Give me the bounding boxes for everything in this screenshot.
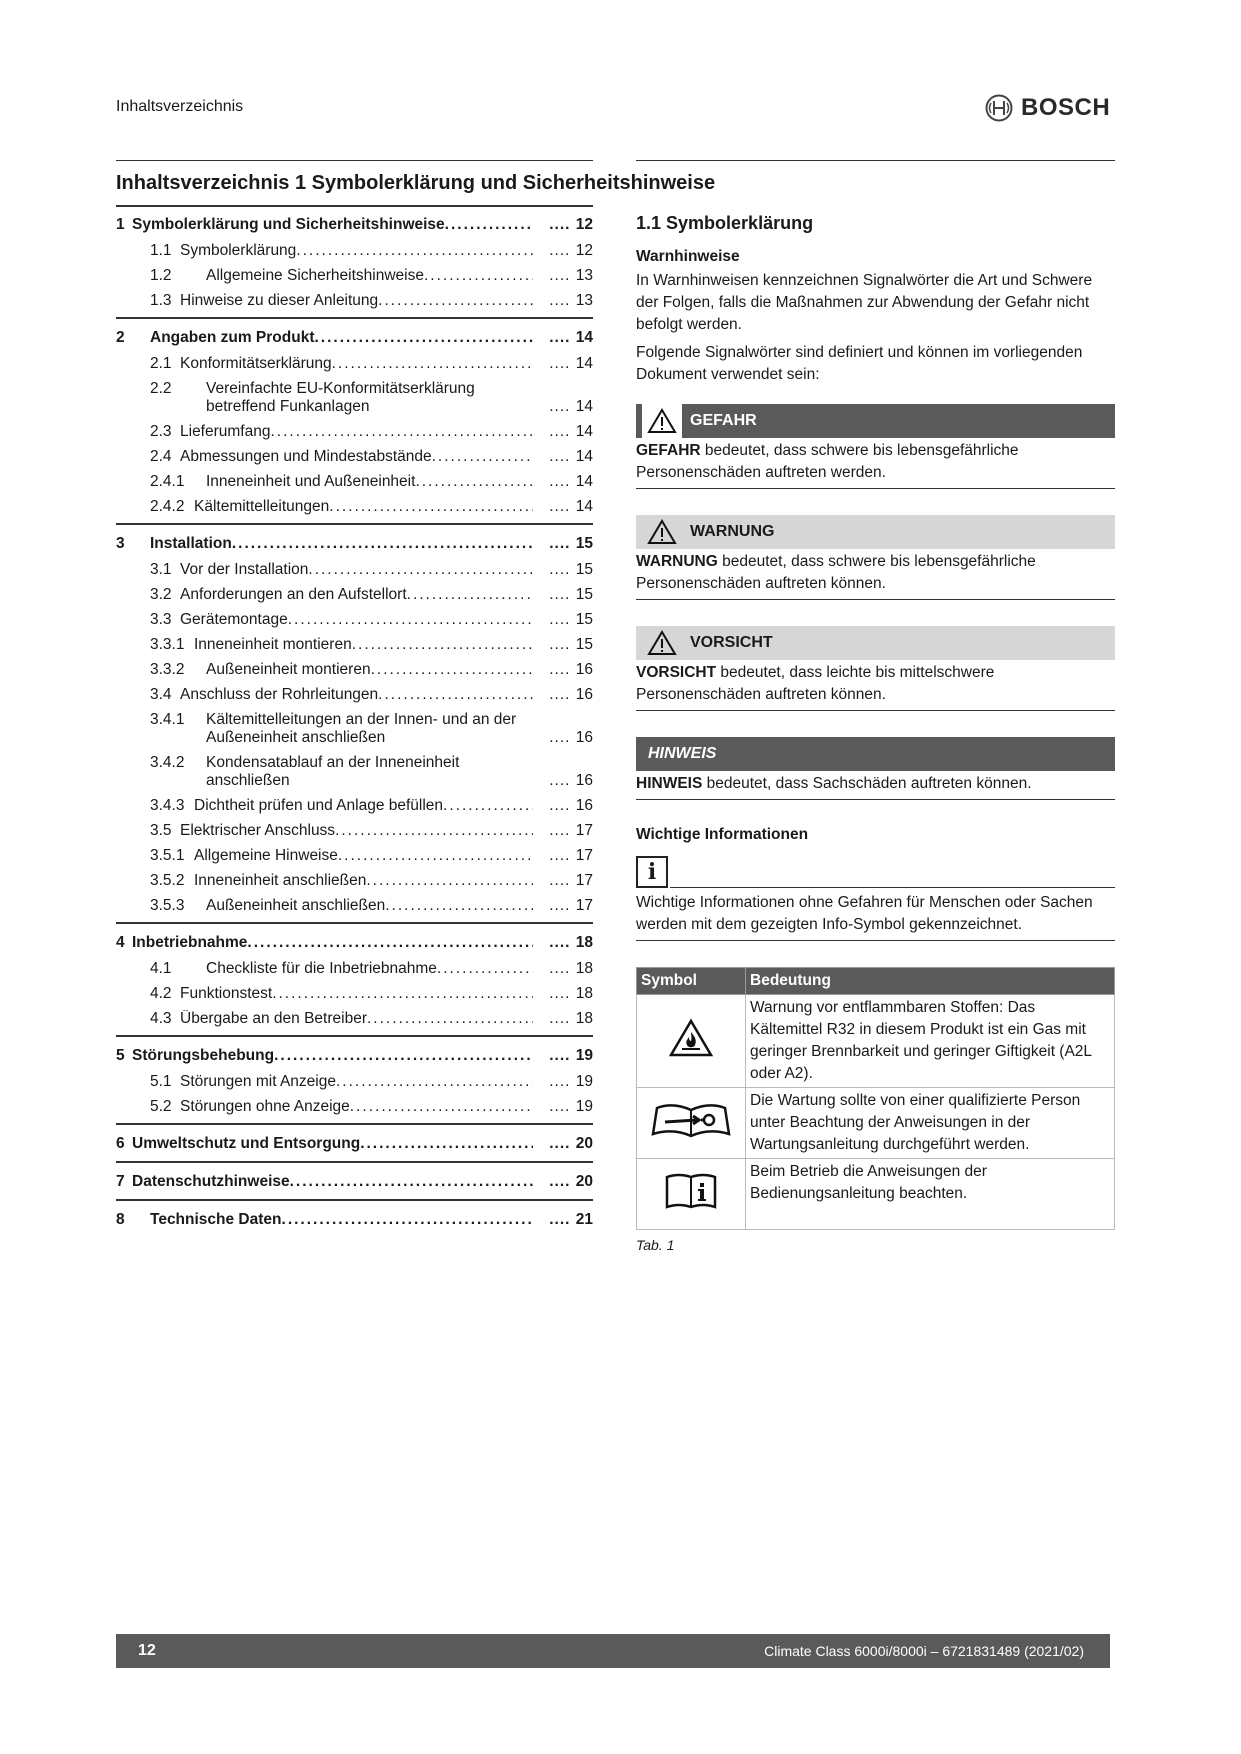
- toc-entry-number: 2.4: [150, 448, 172, 465]
- toc-entry-number: 3.4.1: [150, 711, 185, 728]
- toc-entry-number: 4.3: [150, 1010, 172, 1027]
- table-caption: Tab. 1: [636, 1237, 675, 1253]
- toc-entry-number: 2: [116, 329, 125, 346]
- toc-entry-title: Störungen ohne Anzeige: [180, 1098, 350, 1115]
- toc-entry-title: Allgemeine Hinweise: [194, 847, 338, 864]
- toc-entry-number: 6: [116, 1135, 125, 1152]
- toc-entry-page: .... 19: [533, 1047, 593, 1065]
- table-cell-meaning: Beim Betrieb die Anweisungen der Bedienungsanleitung beachten.: [746, 1159, 1115, 1230]
- toc-entry-page: .... 19: [533, 1098, 593, 1116]
- toc-entry-title: Anforderungen an den Aufstellort: [180, 586, 407, 603]
- toc-entry[interactable]: [116, 216, 593, 234]
- toc-entry-page: .... 16: [533, 661, 593, 679]
- toc-entry-title: Konformitätserklärung: [180, 355, 332, 372]
- toc-entry-page: .... 13: [533, 292, 593, 310]
- toc-entry[interactable]: [116, 1010, 593, 1028]
- warnings-heading: Warnhinweise: [636, 248, 740, 265]
- toc-entry-page: .... 16: [533, 772, 593, 790]
- toc-entry[interactable]: [116, 292, 593, 310]
- toc-entry-number: 3.3.2: [150, 661, 185, 678]
- toc-entry[interactable]: [116, 535, 593, 553]
- toc-entry-title: Kondensatablauf an der Inneneinheit anschließen: [206, 754, 460, 789]
- symbol-table: [636, 967, 1115, 1230]
- toc-entry-number: 5.2: [150, 1098, 172, 1115]
- toc-entry-title: Hinweise zu dieser Anleitung: [180, 292, 379, 309]
- warning-triangle-icon: [642, 630, 682, 656]
- toc-entry[interactable]: [116, 661, 593, 679]
- toc-entry-page: .... 15: [533, 586, 593, 604]
- toc-entry-title: Datenschutzhinweise: [132, 1173, 290, 1190]
- toc-entry-page: .... 14: [533, 355, 593, 373]
- warning-text: bedeutet, dass schwere bis lebensgefährliche Personenschäden auftreten können.: [636, 553, 1036, 592]
- toc-entry-page: .... 13: [533, 267, 593, 285]
- toc-entry-number: 5: [116, 1047, 125, 1064]
- toc-entry-number: 1: [116, 216, 125, 233]
- toc-entry-title: Vor der Installation: [180, 561, 309, 578]
- toc-entry-page: .... 16: [533, 729, 593, 747]
- toc-entry-page: .... 21: [533, 1211, 593, 1229]
- toc-entry-number: 2.1: [150, 355, 172, 372]
- symbol-explanation-section: [636, 212, 1115, 1256]
- danger-text: bedeutet, dass schwere bis lebensgefährliche Personenschäden auftreten werden.: [636, 442, 1019, 481]
- info-symbol-row: [636, 856, 1115, 888]
- toc-entry[interactable]: [116, 711, 593, 747]
- toc-entry-title: Außeneinheit anschließen: [206, 897, 386, 914]
- toc-entry-number: 3.4.2: [150, 754, 185, 771]
- toc-entry-number: 2.4.2: [150, 498, 185, 515]
- warning-notice: [636, 515, 1115, 600]
- toc-entry-page: .... 15: [533, 561, 593, 579]
- caution-notice: [636, 626, 1115, 711]
- warning-triangle-icon: [642, 404, 682, 438]
- toc-entry-page: .... 18: [533, 1010, 593, 1028]
- toc-entry-title: Inbetriebnahme: [132, 934, 248, 951]
- toc-entry-title: Allgemeine Sicherheitshinweise: [206, 267, 424, 284]
- toc-entry[interactable]: [116, 822, 593, 840]
- toc-entry[interactable]: [116, 934, 593, 952]
- toc-entry-page: .... 14: [533, 398, 593, 416]
- toc-entry[interactable]: [116, 498, 593, 516]
- toc-entry[interactable]: [116, 1135, 593, 1153]
- toc-entry-page: .... 14: [533, 448, 593, 466]
- page-number: 12: [138, 1642, 156, 1659]
- toc-entry-title: Inneneinheit und Außeneinheit: [206, 473, 416, 490]
- warning-word: WARNUNG: [636, 553, 718, 570]
- toc-entry[interactable]: [116, 960, 593, 978]
- toc-entry[interactable]: [116, 897, 593, 915]
- table-row: [637, 1159, 1115, 1230]
- toc-entry[interactable]: [116, 1173, 593, 1191]
- toc-entry-page: .... 15: [533, 535, 593, 553]
- toc-entry[interactable]: [116, 329, 593, 347]
- toc-entry[interactable]: [116, 586, 593, 604]
- toc-entry-page: .... 14: [533, 473, 593, 491]
- notice-bar: HINWEIS: [636, 737, 1115, 771]
- toc-entry-title: Kältemittelleitungen: [194, 498, 330, 515]
- toc-entry-title: Checkliste für die Inbetriebnahme: [206, 960, 437, 977]
- toc-entry-page: .... 17: [533, 822, 593, 840]
- toc-entry-title: Installation: [150, 535, 232, 552]
- toc-entry-number: 3.5.2: [150, 872, 185, 889]
- warning-text-block: [636, 549, 1115, 600]
- warning-triangle-icon: [642, 519, 682, 545]
- toc-entry-page: .... 18: [533, 960, 593, 978]
- toc-entry[interactable]: [116, 847, 593, 865]
- brand-wordmark: BOSCH: [1021, 94, 1111, 121]
- caution-bar: [636, 626, 1115, 660]
- toc-entry-title: Außeneinheit montieren: [206, 661, 371, 678]
- service-manual-icon: [637, 1088, 746, 1159]
- brand-logo: [985, 94, 1110, 122]
- toc-entry-page: .... 14: [533, 329, 593, 347]
- toc-entry-number: 3.3: [150, 611, 172, 628]
- toc-entry[interactable]: [116, 985, 593, 1003]
- warning-label: WARNUNG: [690, 523, 775, 540]
- toc-entry-number: 4.1: [150, 960, 172, 977]
- toc-entry[interactable]: [116, 448, 593, 466]
- danger-text-block: [636, 438, 1115, 489]
- table-of-contents: [116, 216, 593, 1237]
- toc-entry-title: Gerätemontage: [180, 611, 288, 628]
- toc-entry-number: 1.2: [150, 267, 172, 284]
- toc-entry-page: .... 20: [533, 1173, 593, 1191]
- toc-entry-number: 2.3: [150, 423, 172, 440]
- toc-entry[interactable]: [116, 611, 593, 629]
- toc-entry-page: .... 15: [533, 636, 593, 654]
- caution-text: bedeutet, dass leichte bis mittelschwere Personenschäden auftreten können.: [636, 664, 995, 703]
- page-title: Inhaltsverzeichnis 1 Symbolerklärung und Sicherheitshinweise: [116, 172, 716, 194]
- notice-word: HINWEIS: [636, 775, 703, 792]
- toc-entry[interactable]: [116, 473, 593, 491]
- danger-notice: [636, 404, 1115, 489]
- toc-entry-number: 3.5: [150, 822, 172, 839]
- toc-entry[interactable]: [116, 1211, 593, 1229]
- toc-entry[interactable]: [116, 355, 593, 373]
- toc-entry-page: .... 17: [533, 897, 593, 915]
- toc-entry[interactable]: [116, 872, 593, 890]
- toc-entry-title: Technische Daten: [150, 1211, 282, 1228]
- important-info-heading: Wichtige Informationen: [636, 826, 809, 843]
- caution-label: VORSICHT: [690, 634, 773, 651]
- table-row: [637, 995, 1115, 1088]
- toc-entry-title: Umweltschutz und Entsorgung: [132, 1135, 361, 1152]
- warnings-paragraph-2: Folgende Signalwörter sind definiert und können im vorliegenden Dokument verwendet sein:: [636, 344, 1083, 383]
- toc-entry-number: 4.2: [150, 985, 172, 1002]
- toc-entry-page: .... 16: [533, 686, 593, 704]
- danger-word: GEFAHR: [636, 442, 701, 459]
- toc-entry-number: 1.3: [150, 292, 172, 309]
- toc-entry-page: .... 19: [533, 1073, 593, 1091]
- toc-entry[interactable]: [116, 636, 593, 654]
- toc-entry-title: Abmessungen und Mindestabstände: [180, 448, 432, 465]
- toc-entry-number: 3.2: [150, 586, 172, 603]
- toc-entry-page: .... 20: [533, 1135, 593, 1153]
- toc-entry-page: .... 17: [533, 847, 593, 865]
- toc-entry[interactable]: [116, 1098, 593, 1116]
- toc-entry-title: Funktionstest: [180, 985, 273, 1002]
- toc-entry[interactable]: [116, 242, 593, 260]
- notice-text-block: [636, 771, 1115, 800]
- toc-separator: [116, 1161, 593, 1163]
- toc-entry-number: 3.3.1: [150, 636, 185, 653]
- toc-entry-number: 3.4.3: [150, 797, 185, 814]
- notice-box: [636, 737, 1115, 800]
- table-cell-meaning: Die Wartung sollte von einer qualifizierte Person unter Beachtung der Anweisungen in der Wartungsanleitung durchgeführt werden.: [746, 1088, 1115, 1159]
- table-header-symbol: Symbol: [637, 968, 746, 995]
- toc-entry-page: .... 12: [533, 242, 593, 260]
- toc-entry-page: .... 18: [533, 934, 593, 952]
- toc-entry[interactable]: [116, 1047, 593, 1065]
- section-heading: 1.1 Symbolerklärung: [636, 213, 814, 233]
- info-icon: i: [636, 856, 668, 888]
- toc-entry-title: Störungsbehebung: [132, 1047, 275, 1064]
- document-reference: Climate Class 6000i/8000i – 6721831489 (2021/02): [764, 1643, 1084, 1659]
- toc-entry-number: 3: [116, 535, 125, 552]
- toc-separator: [116, 1035, 593, 1037]
- toc-entry-title: Übergabe an den Betreiber: [180, 1010, 367, 1027]
- toc-entry-title: Lieferumfang: [180, 423, 271, 440]
- toc-entry-number: 4: [116, 934, 125, 951]
- table-row: [637, 1088, 1115, 1159]
- toc-entry-number: 3.1: [150, 561, 172, 578]
- toc-entry-page: .... 14: [533, 498, 593, 516]
- toc-entry-page: .... 18: [533, 985, 593, 1003]
- toc-entry-title: Dichtheit prüfen und Anlage befüllen: [194, 797, 444, 814]
- toc-entry-title: Anschluss der Rohrleitungen: [180, 686, 379, 703]
- page-footer: [116, 1634, 1110, 1668]
- toc-entry-number: 3.4: [150, 686, 172, 703]
- danger-label: GEFAHR: [690, 412, 757, 429]
- toc-entry-title: Angaben zum Produkt: [150, 329, 315, 346]
- toc-entry-page: .... 15: [533, 611, 593, 629]
- toc-entry[interactable]: [116, 1073, 593, 1091]
- toc-entry-number: 7: [116, 1173, 125, 1190]
- toc-entry-page: .... 12: [533, 216, 593, 234]
- toc-entry-title: Inneneinheit anschließen: [194, 872, 367, 889]
- toc-separator: [116, 922, 593, 924]
- toc-separator: [116, 1199, 593, 1201]
- table-cell-meaning: Warnung vor entflammbaren Stoffen: Das Kältemittel R32 in diesem Produkt ist ein Gas mit geringer Brennbarkeit und geringer Giftigkeit (A2L oder A2).: [746, 995, 1115, 1088]
- toc-entry[interactable]: [116, 423, 593, 441]
- toc-entry-title: Störungen mit Anzeige: [180, 1073, 336, 1090]
- caution-word: VORSICHT: [636, 664, 717, 681]
- toc-entry[interactable]: [116, 380, 593, 416]
- toc-separator: [116, 523, 593, 525]
- toc-entry-number: 2.2: [150, 380, 172, 397]
- flammable-warning-icon: [637, 995, 746, 1088]
- toc-entry[interactable]: [116, 754, 593, 790]
- caution-text-block: [636, 660, 1115, 711]
- toc-entry-title: Kältemittelleitungen an der Innen- und an der Außeneinheit anschließen: [206, 711, 517, 746]
- toc-entry-title: Vereinfachte EU-Konformitätserklärung betreffend Funkanlagen: [206, 380, 475, 415]
- toc-entry-number: 8: [116, 1211, 125, 1228]
- toc-entry-number: 1.1: [150, 242, 172, 259]
- running-header: Inhaltsverzeichnis: [116, 98, 244, 115]
- toc-separator: [116, 317, 593, 319]
- danger-bar: [636, 404, 1115, 438]
- toc-entry-page: .... 16: [533, 797, 593, 815]
- toc-entry-title: Inneneinheit montieren: [194, 636, 352, 653]
- important-info-text: Wichtige Informationen ohne Gefahren für Menschen oder Sachen werden mit dem gezeigten Info-Symbol gekennzeichnet.: [636, 888, 1115, 941]
- warnings-paragraph-1: In Warnhinweisen kennzeichnen Signalwörter die Art und Schwere der Folgen, falls die Maßnahmen zur Abwendung der Gefahr nicht befolgt werden.: [636, 272, 1093, 333]
- toc-entry[interactable]: [116, 267, 593, 285]
- toc-entry[interactable]: [116, 561, 593, 579]
- bosch-armature-icon: [985, 94, 1013, 122]
- toc-entry[interactable]: [116, 797, 593, 815]
- notice-text: bedeutet, dass Sachschäden auftreten können.: [706, 775, 1032, 792]
- warning-bar: [636, 515, 1115, 549]
- table-header-meaning: Bedeutung: [746, 968, 1115, 995]
- toc-separator: [116, 1123, 593, 1125]
- toc-entry-number: 3.5.1: [150, 847, 185, 864]
- toc-entry-title: Symbolerklärung: [180, 242, 297, 259]
- toc-entry-title: Symbolerklärung und Sicherheitshinweise: [132, 216, 445, 233]
- toc-entry-number: 2.4.1: [150, 473, 185, 490]
- toc-entry[interactable]: [116, 686, 593, 704]
- toc-entry-title: Elektrischer Anschluss: [180, 822, 336, 839]
- toc-entry-number: 5.1: [150, 1073, 172, 1090]
- toc-entry-number: 3.5.3: [150, 897, 185, 914]
- toc-entry-page: .... 17: [533, 872, 593, 890]
- toc-entry-page: .... 14: [533, 423, 593, 441]
- operating-manual-icon: [637, 1159, 746, 1230]
